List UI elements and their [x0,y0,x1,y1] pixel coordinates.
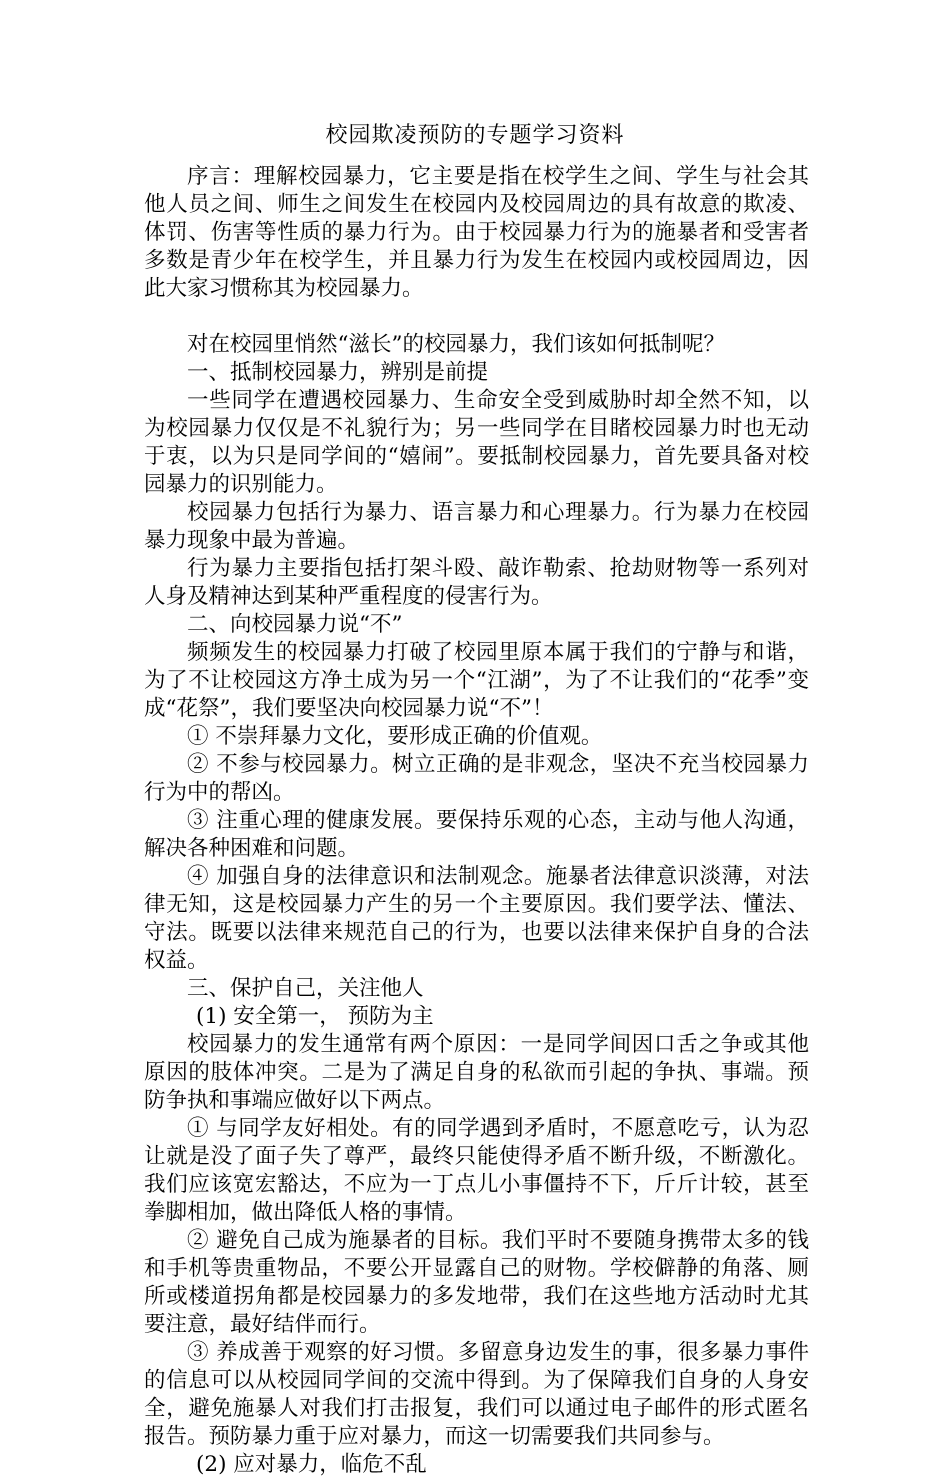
subsection-heading-2: (2) 应对暴力，临危不乱 [196,1452,427,1477]
list-item: ③ 注重心理的健康发展。要保持乐观的心态，主动与他人沟通，解决各种困难和问题。 [144,808,809,861]
list-item: ④ 加强自身的法律意识和法制观念。施暴者法律意识淡薄，对法律无知，这是校园暴力产生的另一个主要原因。我们要学法、懂法、守法。既要以法律来规范自己的行为，也要以法律来保护自身的合法权益。 [144,864,809,973]
paragraph-question: 对在校园里悄然“滋长”的校园暴力，我们该如何抵制呢？ [187,332,725,357]
paragraph-preface: 序言：理解校园暴力，它主要是指在校学生之间、学生与社会其他人员之间、师生之间发生在校园内及校园周边的具有故意的欺凌、体罚、伤害等性质的暴力行为。由于校园暴力行为的施暴者和受害者多数是青少年在校学生，并且暴力行为发生在校园内或校园周边，因此大家习惯称其为校园暴力。 [144,164,809,301]
paragraph: 校园暴力的发生通常有两个原因：一是同学间因口舌之争或其他原因的肢体冲突。二是为了满足自身的私欲而引起的争执、事端。预防争执和事端应做好以下两点。 [144,1032,809,1113]
list-item: ② 避免自己成为施暴者的目标。我们平时不要随身携带太多的钱和手机等贵重物品，不要公开显露自己的财物。学校僻静的角落、厕所或楼道拐角都是校园暴力的多发地带，我们在这些地方活动时尤其要注意，最好结伴而行。 [144,1228,809,1337]
list-item: ② 不参与校园暴力。树立正确的是非观念，坚决不充当校园暴力行为中的帮凶。 [144,752,809,805]
list-item: ③ 养成善于观察的好习惯。多留意身边发生的事，很多暴力事件的信息可以从校园同学间的交流中得到。为了保障我们自身的人身安全，避免施暴人对我们打击报复，我们可以通过电子邮件的形式匿名报告。预防暴力重于应对暴力，而这一切需要我们共同参与。 [144,1340,809,1449]
section-heading-2: 二、向校园暴力说“不” [187,612,403,637]
list-item: ① 不崇拜暴力文化，要形成正确的价值观。 [187,724,603,749]
list-item: ① 与同学友好相处。有的同学遇到矛盾时，不愿意吃亏，认为忍让就是没了面子失了尊严，最终只能使得矛盾不断升级，不断激化。我们应该宽宏豁达，不应为一丁点儿小事僵持不下，斤斤计较，甚至拳脚相加，做出降低人格的事情。 [144,1116,809,1225]
document-title: 校园欺凌预防的专题学习资料 [325,123,625,148]
paragraph: 频频发生的校园暴力打破了校园里原本属于我们的宁静与和谐，为了不让校园这方净土成为另一个“江湖”，为了不让我们的“花季”变成“花祭”，我们要坚决向校园暴力说“不”！ [144,640,809,721]
section-heading-1: 一、抵制校园暴力，辨别是前提 [187,360,489,385]
subsection-heading-1: (1) 安全第一， 预防为主 [196,1004,434,1029]
document-body [144,163,809,1479]
paragraph: 校园暴力包括行为暴力、语言暴力和心理暴力。行为暴力在校园暴力现象中最为普遍。 [144,500,809,553]
paragraph: 行为暴力主要指包括打架斗殴、敲诈勒索、抢劫财物等一系列对人身及精神达到某种严重程度的侵害行为。 [144,556,809,609]
section-heading-3: 三、保护自己，关注他人 [187,976,424,1001]
paragraph: 一些同学在遭遇校园暴力、生命安全受到威胁时却全然不知，以为校园暴力仅仅是不礼貌行为；另一些同学在目睹校园暴力时也无动于衷，以为只是同学间的“嬉闹”。要抵制校园暴力，首先要具备对校园暴力的识别能力。 [144,388,809,497]
